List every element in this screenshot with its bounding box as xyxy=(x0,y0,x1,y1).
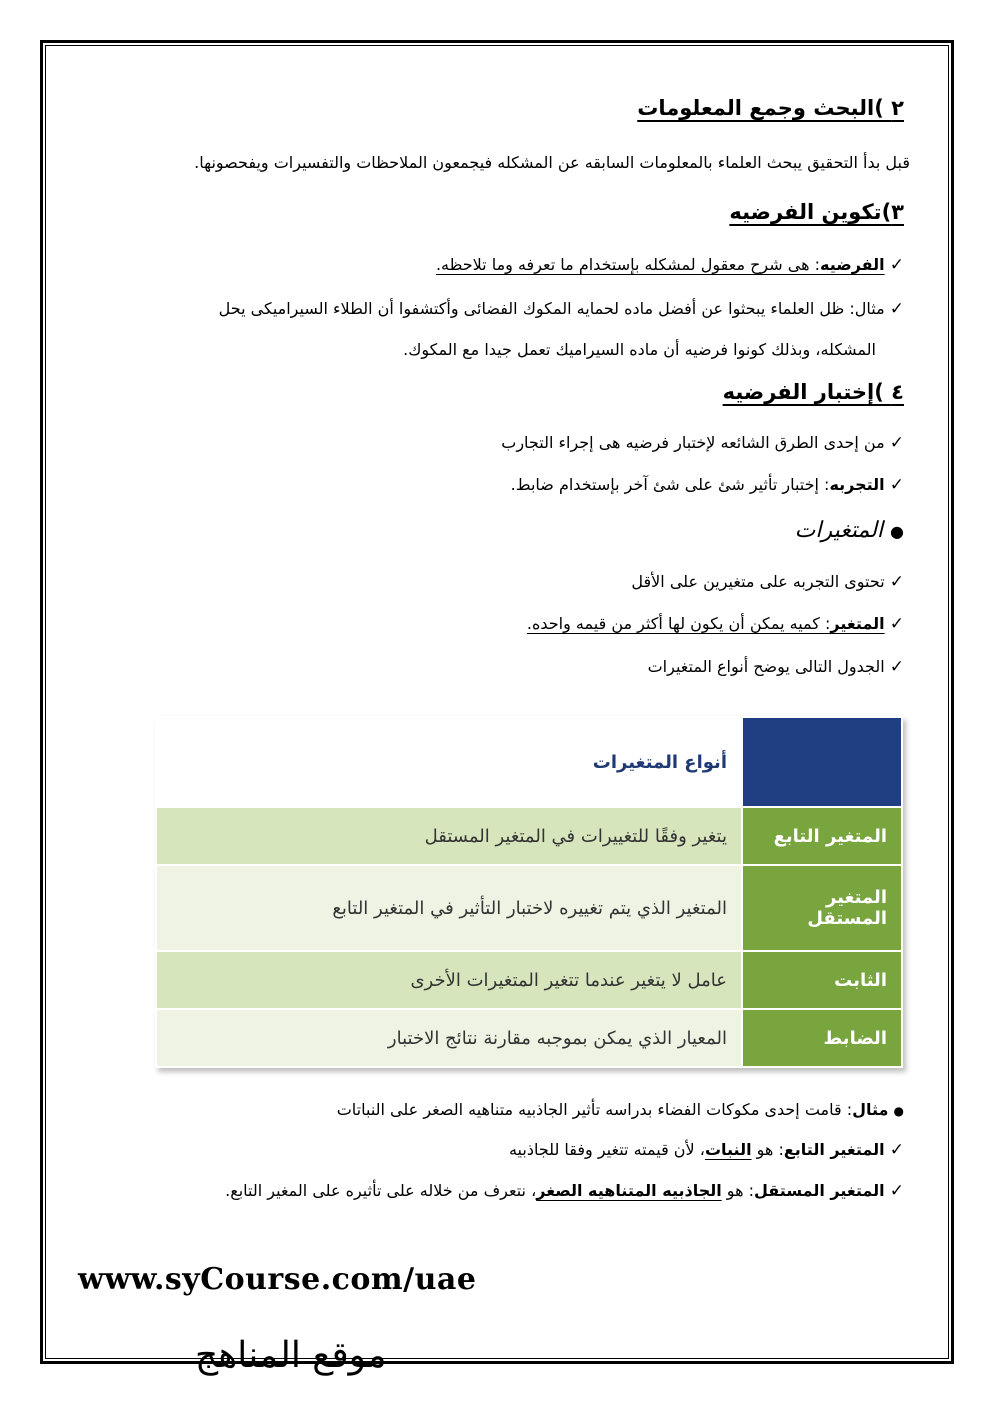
row-desc: عامل لا يتغير عندما تتغير المتغيرات الأخرى xyxy=(156,951,742,1009)
row-desc: المتغير الذي يتم تغييره لاختبار التأثير في المتغير التابع xyxy=(156,865,742,951)
hypothesis-definition xyxy=(436,255,904,275)
independent-key: الجاذبيه المتناهيه الصغر xyxy=(536,1181,722,1200)
site-name-watermark: موقع المناهج xyxy=(195,1335,387,1376)
check-icon: ✓ xyxy=(889,1140,904,1160)
test-item-1 xyxy=(501,433,904,453)
experiment-text: : إختبار تأثير شئ على شئ آخر بإستخدام ضابط. xyxy=(510,475,830,494)
hypothesis-example-1 xyxy=(219,299,904,319)
check-icon: ✓ xyxy=(889,433,904,453)
check-icon: ✓ xyxy=(889,572,904,592)
row-name: الثابت xyxy=(742,951,902,1009)
example-line-1: مثال: ظل العلماء يبحثوا عن أفضل ماده لحمايه المكوك الفضائى وأكتشفوا أن الطلاء السيراميكى يحل xyxy=(218,299,885,318)
bullet-icon: ● xyxy=(893,1104,904,1118)
section-3-title: ٣)تكوين الفرضيه xyxy=(729,200,904,224)
independent-post: ، نتعرف من خلاله على تأثيره على المغير التابع. xyxy=(225,1181,537,1200)
example-intro xyxy=(337,1100,904,1119)
independent-pre: : هو xyxy=(721,1181,754,1200)
variables-item-1-text: تحتوى التجربه على متغيرين على الأقل xyxy=(631,572,885,591)
variables-table xyxy=(155,716,903,1068)
variables-item-3-text: الجدول التالى يوضح أنواع المتغيرات xyxy=(647,657,885,676)
dependent-key: النبات xyxy=(704,1140,752,1159)
row-name: المتغير المستقل xyxy=(742,865,902,951)
dependent-example xyxy=(509,1140,904,1160)
table-row xyxy=(156,1009,902,1067)
variable-term: المتغير xyxy=(830,614,885,633)
table-row xyxy=(156,951,902,1009)
hypothesis-text: : هى شرح معقول لمشكله بإستخدام ما تعرفه وما تلاحظه. xyxy=(435,255,820,274)
check-icon: ✓ xyxy=(889,255,904,275)
example-label: مثال xyxy=(852,1100,889,1119)
example-line-2: المشكله، وبذلك كونوا فرضيه أن ماده السيراميك تعمل جيدا مع المكوك. xyxy=(403,340,876,359)
bullet-icon: ● xyxy=(890,522,904,541)
row-name: المتغير التابع xyxy=(742,807,902,865)
row-desc: يتغير وفقًا للتغييرات في المتغير المستقل xyxy=(156,807,742,865)
variables-heading-text: المتغيرات xyxy=(794,518,884,543)
check-icon: ✓ xyxy=(889,657,904,677)
table-row xyxy=(156,865,902,951)
dependent-pre: : هو xyxy=(751,1140,784,1159)
variables-heading xyxy=(795,518,904,543)
check-icon: ✓ xyxy=(889,475,904,495)
example-text: : قامت إحدى مكوكات الفضاء بدراسه تأثير الجاذبيه متناهيه الصغر على النباتات xyxy=(336,1100,853,1119)
check-icon: ✓ xyxy=(889,299,904,319)
variables-item-1 xyxy=(631,572,904,592)
dependent-term: المتغير التابع xyxy=(783,1140,885,1159)
variables-item-3 xyxy=(648,657,904,677)
independent-term: المتغير المستقل xyxy=(753,1181,885,1200)
experiment-term: التجربه xyxy=(829,475,885,494)
check-icon: ✓ xyxy=(889,614,904,634)
section-2-title: ٢ )البحث وجمع المعلومات xyxy=(637,96,904,120)
section-2-text: قبل بدأ التحقيق يبحث العلماء بالمعلومات السابقه عن المشكله فيجمعون الملاحظات والتفسيرات ويفحصونها. xyxy=(194,153,910,172)
section-4-title: ٤ )إختبار الفرضيه xyxy=(722,380,904,404)
hypothesis-term: الفرضيه xyxy=(820,255,885,274)
dependent-post: ، لأن قيمته تتغير وفقا للجاذبيه xyxy=(508,1140,705,1159)
variable-definition xyxy=(527,614,904,634)
test-item-1-text: من إحدى الطرق الشائعه لإختبار فرضيه هى إجراء التجارب xyxy=(501,433,885,452)
table-header-block xyxy=(742,717,902,807)
page-border xyxy=(40,40,954,1364)
table-title: أنواع المتغيرات xyxy=(156,717,742,807)
check-icon: ✓ xyxy=(889,1181,904,1201)
table-row xyxy=(156,807,902,865)
site-url[interactable]: www.syCourse.com/uae xyxy=(78,1262,477,1297)
variable-text: : كميه يمكن أن يكون لها أكثر من قيمه واحده. xyxy=(526,614,831,633)
table-header-row xyxy=(156,717,902,807)
independent-example xyxy=(225,1181,904,1201)
row-desc: المعيار الذي يمكن بموجبه مقارنة نتائج الاختبار xyxy=(156,1009,742,1067)
row-name: الضابط xyxy=(742,1009,902,1067)
experiment-definition xyxy=(511,475,904,495)
